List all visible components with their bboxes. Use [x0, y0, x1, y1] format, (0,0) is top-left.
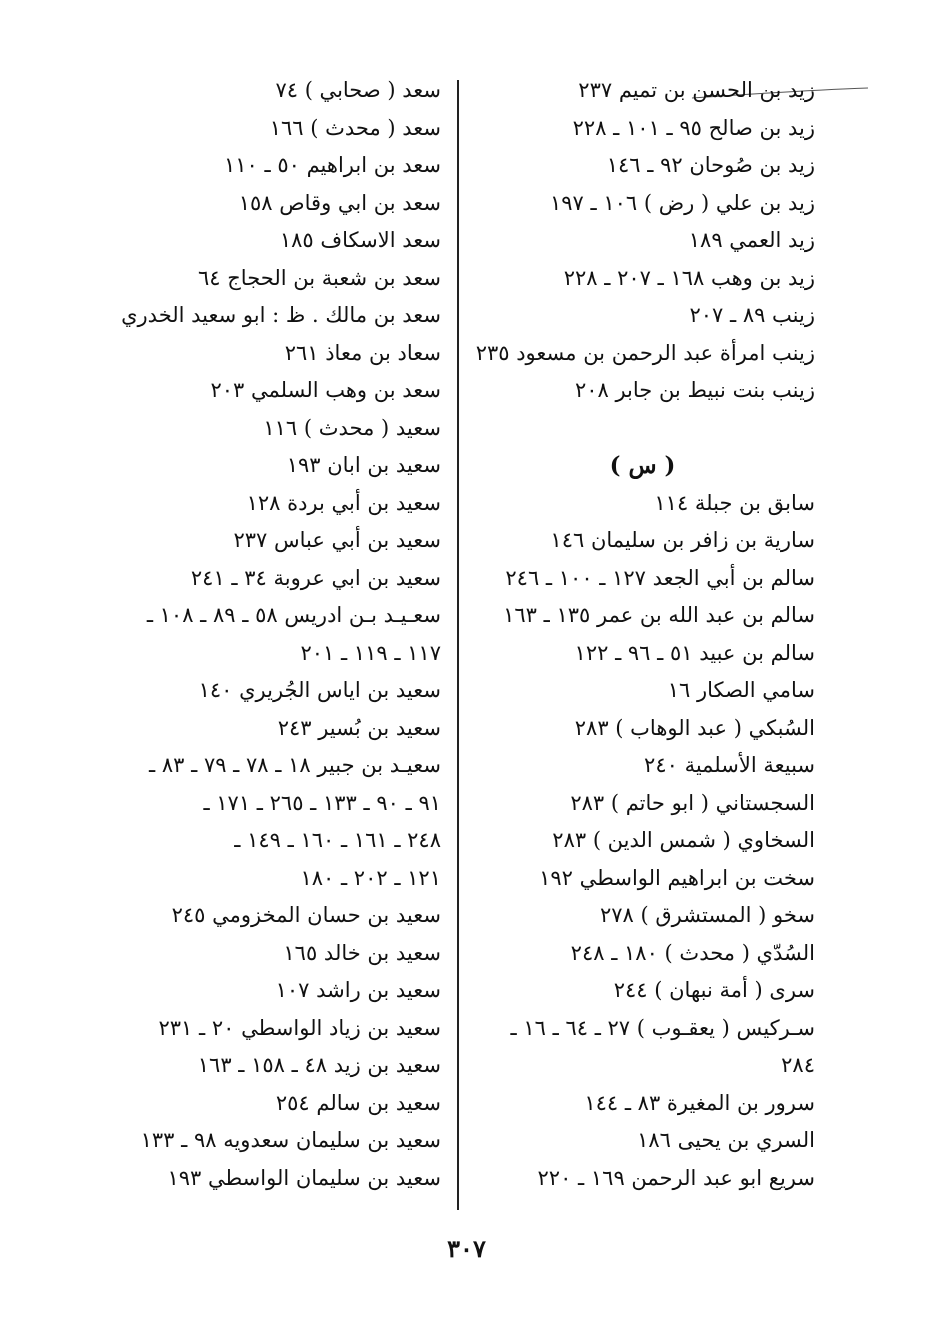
index-entry: سعيد بن سليمان الواسطي ١٩٣ — [167, 1165, 441, 1190]
index-entry: السجستاني ( ابو حاتم ) ٢٨٣ — [570, 790, 815, 815]
index-entry: سارية بن زافر بن سليمان ١٤٦ — [550, 528, 815, 552]
index-entry: سالم بن عبد الله بن عمر ١٣٥ ـ ١٦٣ — [503, 603, 815, 627]
index-entry: زينب بنت نبيط بن جابر ٢٠٨ — [574, 378, 815, 402]
index-entry: سعد بن ابي وقاص ١٥٨ — [238, 190, 441, 215]
index-entry: سعيد بن ابي عروبة ٣٤ ـ ٢٤١ — [190, 565, 441, 590]
index-entry: سالم بن عبيد ٥١ ـ ٩٦ ـ ١٢٢ — [574, 640, 815, 665]
index-entry: زينب امرأة عبد الرحمن بن مسعود ٢٣٥ — [475, 340, 815, 365]
index-entry: سعيد بن أبي بردة ١٢٨ — [246, 490, 441, 515]
index-entry: السري بن يحيى ١٨٦ — [637, 1128, 815, 1152]
index-entry: سعد ( صحابي ) ٧٤ — [275, 78, 441, 102]
index-entry: ١٢١ ـ ٢٠٢ ـ ١٨٠ — [300, 865, 441, 890]
index-entry: سعيد بن سليمان سعدويه ٩٨ ـ ١٣٣ — [140, 1128, 441, 1152]
index-entry: سعد بن وهب السلمي ٢٠٣ — [210, 378, 441, 402]
column-divider — [457, 80, 459, 1210]
index-entry: سعيد بن سالم ٢٥٤ — [275, 1090, 441, 1115]
page-number: ٣٠٧ — [447, 1234, 486, 1263]
index-entry: سعاد بن معاذ ٢٦١ — [284, 340, 441, 365]
index-entry: سعد بن ابراهيم ٥٠ ـ ١١٠ — [223, 153, 441, 177]
index-entry: سريع ابو عبد الرحمن ١٦٩ ـ ٢٢٠ — [537, 1165, 815, 1190]
index-entry: سعيد بن راشد ١٠٧ — [275, 978, 441, 1002]
index-entry: سابق بن جبلة ١١٤ — [654, 490, 815, 515]
index-entry: سعيد بن خالد ١٦٥ — [283, 940, 441, 965]
index-entry: سرور بن المغيرة ٨٣ ـ ١٤٤ — [584, 1090, 815, 1115]
index-entry: سعد ( محدث ) ١٦٦ — [269, 115, 441, 140]
index-entry: سعيد بن زياد الواسطي ٢٠ ـ ٢٣١ — [158, 1015, 441, 1040]
index-entry: سعيد بن ابان ١٩٣ — [286, 453, 441, 477]
index-entry: زيد بن الحسن بن تميم ٢٣٧ — [578, 78, 815, 102]
index-entry: سعيد بن حسان المخزومي ٢٤٥ — [171, 903, 441, 927]
index-entry: سعيد بن اياس الجُريري ١٤٠ — [198, 678, 441, 702]
index-entry: ١١٧ ـ ١١٩ ـ ٢٠١ — [300, 640, 441, 665]
index-entry: سعيد بن بُسير ٢٤٣ — [277, 715, 441, 740]
index-entry: ٩١ ـ ٩٠ ـ ١٣٣ ـ ٢٦٥ ـ ١٧١ ـ — [203, 790, 441, 815]
index-entry: سخت بن ابراهيم الواسطي ١٩٢ — [539, 865, 815, 890]
index-entry: سعد بن مالك . ظ : ابو سعيد الخدري — [121, 303, 441, 327]
left-index-column — [95, 72, 441, 1197]
index-entry: السُبكي ( عبد الوهاب ) ٢٨٣ — [574, 715, 815, 740]
section-spacer — [470, 410, 815, 448]
index-entry: زيد العمي ١٨٩ — [688, 228, 815, 252]
index-entry: سعيـد بن جبير ١٨ ـ ٧٨ ـ ٧٩ ـ ٨٣ ـ — [149, 753, 441, 777]
index-entry: ٢٤٨ ـ ١٦١ ـ ١٦٠ ـ ١٤٩ ـ — [234, 828, 441, 852]
index-entry: سالم بن أبي الجعد ١٢٧ ـ ١٠٠ ـ ٢٤٦ — [505, 565, 815, 590]
index-entry: سعد الاسكاف ١٨٥ — [279, 228, 441, 252]
index-entry: سعيد ( محدث ) ١١٦ — [263, 415, 441, 440]
index-entry: سبيعة الأسلمية ٢٤٠ — [644, 753, 815, 777]
index-entry: زينب ٨٩ ـ ٢٠٧ — [689, 303, 815, 327]
index-entry: سخو ( المستشرق ) ٢٧٨ — [600, 903, 815, 927]
section-heading: ( س ) — [609, 452, 676, 479]
index-entry: السخاوي ( شمس الدين ) ٢٨٣ — [552, 828, 815, 852]
index-entry: سرى ( أمة نبهان ) ٢٤٤ — [613, 978, 815, 1002]
index-entry: سامي الصكار ١٦ — [667, 678, 815, 702]
index-entry: سعيد بن أبي عباس ٢٣٧ — [233, 528, 441, 552]
index-entry: سعد بن شعبة بن الحجاج ٦٤ — [198, 265, 441, 290]
index-entry: السُدّي ( محدث ) ١٨٠ ـ ٢٤٨ — [570, 940, 815, 965]
index-entry: زيد بن صالح ٩٥ ـ ١٠١ ـ ٢٢٨ — [572, 115, 815, 140]
index-entry: سعـيـد بـن ادريس ٥٨ ـ ٨٩ ـ ١٠٨ ـ — [146, 603, 441, 627]
index-entry: سعيد بن زيد ٤٨ ـ ١٥٨ ـ ١٦٣ — [197, 1053, 441, 1077]
index-entry: زيد بن صُوحان ٩٢ ـ ١٤٦ — [606, 153, 815, 177]
index-entry: زيد بن وهب ١٦٨ ـ ٢٠٧ ـ ٢٢٨ — [563, 265, 815, 290]
right-index-column — [470, 72, 815, 1197]
index-entry: سـركيس ( يعقـوب ) ٢٧ ـ ٦٤ ـ ١٦ ـ — [510, 1015, 815, 1040]
index-entry: ٢٨٤ — [781, 1053, 815, 1077]
index-entry: زيد بن علي ( رض ) ١٠٦ ـ ١٩٧ — [550, 190, 815, 215]
